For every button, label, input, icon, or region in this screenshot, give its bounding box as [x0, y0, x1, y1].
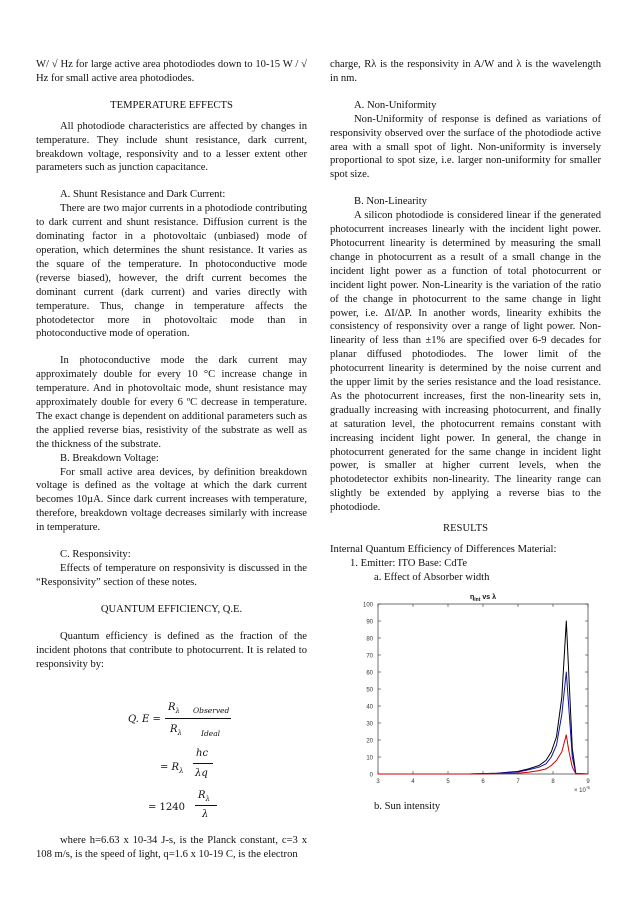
eq2-numerator: hc [196, 748, 209, 760]
paragraph-shunt-2: In photoconductive mode the dark current may approximately double for every 10 °C increase change in temperature. And in photovoltaic mode, shunt resistance may approximately double for every 6 ºC decrease in temperature. The exact change is dependent on additional parameters such as the applied reverse bias, resistivity of the substrate as well as the thickness of the substrate. [36, 355, 307, 450]
y-tick-label: 20 [366, 738, 373, 745]
eq1-denominator [170, 723, 182, 741]
y-tick-label: 50 [366, 687, 373, 694]
chart-title [470, 593, 496, 603]
subsection-title-shunt: A. Shunt Resistance and Dark Current: [60, 189, 226, 201]
x-tick-label: 3 [376, 778, 380, 785]
section-heading-results: RESULTS [443, 523, 488, 535]
eq1-num-symbol: R [168, 702, 176, 714]
y-tick-label: 0 [369, 772, 373, 779]
section-heading-quantum-efficiency: QUANTUM EFFICIENCY, Q.E. [100, 603, 243, 615]
eq2-sub: λ [179, 767, 184, 776]
eq3-fraction-bar [195, 805, 217, 806]
eq3-num-symbol: R [198, 790, 206, 802]
paragraph-intro: W/ √ Hz for large active area photodiodes down to 10-15 W / √ Hz for small active area photodiodes. [36, 59, 307, 84]
y-tick-label: 70 [366, 653, 373, 660]
eq1-fraction-bar [165, 718, 231, 719]
eq1-numerator [168, 701, 180, 719]
subsection-title-nonlinearity: B. Non-Linearity [354, 196, 427, 208]
eq2-fraction-bar [193, 763, 213, 764]
y-tick-label: 60 [366, 670, 373, 677]
quantum-efficiency-equation [36, 671, 307, 821]
x-exponent-label [574, 785, 590, 794]
chart-title-symbol: η [470, 593, 475, 601]
right-column [330, 58, 601, 814]
eq3-num-sub: λ [205, 795, 210, 804]
y-tick-label: 10 [366, 755, 373, 762]
paragraph-responsivity: Effects of temperature on responsivity is discussed in the “Responsivity” section of these notes. [36, 563, 307, 588]
x-tick-label: 7 [516, 778, 520, 785]
x-exponent-base: × 10 [574, 787, 586, 794]
eq1-den-tag: Ideal [201, 729, 221, 739]
paragraph-constants: where h=6.63 x 10-34 J-s, is the Planck constant, c=3 x 108 m/s, is the speed of light, q=1.6 x 10-19 C, is the electron [36, 835, 307, 861]
list-item-sun-intensity: b. Sun intensity [374, 800, 441, 812]
x-tick-label: 6 [481, 778, 485, 785]
eq2-prefix-text: = R [160, 762, 180, 774]
subsection-title-breakdown: B. Breakdown Voltage: [60, 452, 159, 464]
eq2-prefix [160, 761, 184, 779]
y-tick-label: 30 [366, 721, 373, 728]
eq3-denominator: λ [202, 809, 209, 821]
eq2-denominator: λq [195, 768, 208, 780]
x-exponent-power: -5 [585, 784, 590, 790]
eq3-prefix: = 1240 [148, 802, 186, 814]
paragraph-quantum-efficiency: Quantum efficiency is defined as the fraction of the incident photons that contribute to photocurrent. It is related to responsivity by: [36, 630, 307, 670]
paragraph-shunt-1: There are two major currents in a photodiode contributing to dark current and shunt resistance. Diffusion current is the dominating factor in a photovoltaic (unbiased) mode of operation, which determines the shunt resistance. It varies as the square of the temperature. In photoconductive mode (reverse biased), however, the drift current becomes the dominant current (dark current) and varies directly with temperature. Thus, change in temperature affects the photodetector more in photovoltaic mode than in photoconductive mode of operation. [36, 203, 307, 340]
x-tick-label: 8 [551, 778, 555, 785]
x-tick-label: 4 [411, 778, 415, 785]
list-item-emitter: 1. Emitter: ITO Base: CdTe [350, 557, 468, 569]
eq1-num-tag: Observed [193, 706, 230, 716]
chart-title-subscript: int [474, 596, 481, 603]
left-column [36, 58, 307, 862]
y-tick-label: 80 [366, 636, 373, 643]
efficiency-chart-svg [330, 588, 601, 800]
section-heading-temperature: TEMPERATURE EFFECTS [110, 99, 233, 111]
eq1-den-sub: λ [177, 729, 182, 738]
eq1-den-symbol: R [170, 724, 178, 736]
eq-lhs: Q. E = [128, 714, 161, 726]
y-tick-label: 90 [366, 619, 373, 626]
plot-frame [378, 604, 588, 774]
efficiency-chart [330, 588, 601, 800]
list-item-absorber-width: a. Effect of Absorber width [374, 571, 490, 583]
y-tick-label: 100 [362, 602, 373, 609]
x-tick-label: 5 [446, 778, 450, 785]
subsection-title-nonuniformity: A. Non-Uniformity [354, 99, 437, 111]
paragraph-charge-cont: charge, Rλ is the responsivity in A/W and λ is the wavelength in nm. [330, 59, 601, 84]
subsection-title-responsivity: C. Responsivity: [60, 549, 131, 561]
paragraph-temperature: All photodiode characteristics are affected by changes in temperature. They include shunt resistance, dark current, breakdown voltage, responsivity and to a lesser extent other parameters such as junction capacitance. [36, 120, 307, 174]
paragraph-nonlinearity: A silicon photodiode is considered linear if the generated photocurrent increases linearly with the incident light power. Photocurrent linearity is determined by measuring the small change in photocurrent as a result of a small change in the incident light power as a function of total photocurrent or incident light power. Non-Linearity is the variation of the ratio of the change in photocurrent to the same change in light power, i.e. ΔI/ΔP. In another words, linearity exhibits the consistency of responsivity over a range of light power. Non-linearity of less than ±1% are specified over 6-9 decades for planar diffused photodiodes. The lower limit of the photocurrent linearity is determined by the noise current and the upper limit by the series resistance and the load resistance. As the photocurrent increases, first the non-linearity sets in, gradually increasing with increasing photocurrent, and finally at saturation level, the photocurrent remains constant with increasing incident light power. In general, the change in photocurrent generated for the same change in incident light power, is smaller at higher current levels, when the photodetector exhibits non-linearity. The linearity range can slightly be extended by applying a reverse bias to the photodiode. [330, 210, 601, 514]
paragraph-nonuniformity: Non-Uniformity of response is defined as variations of responsivity observed over the surface of the photodiode active area with a small spot of light. Non-uniformity is inversely proportional to spot size, i.e. larger non-uniformity for smaller spot size. [330, 113, 601, 181]
chart-title-rest: vs λ [480, 593, 496, 601]
y-tick-label: 40 [366, 704, 373, 711]
x-tick-label: 9 [586, 778, 590, 785]
eq1-num-sub: λ [175, 707, 180, 716]
paragraph-results: Internal Quantum Efficiency of Differences Material: [330, 544, 557, 555]
paragraph-breakdown: For small active area devices, by definition breakdown voltage is defined as the voltage at which the dark current becomes 10µA. Since dark current increases with temperature, therefore, breakdown voltage decreases similarly with increase in temperature. [36, 466, 307, 534]
